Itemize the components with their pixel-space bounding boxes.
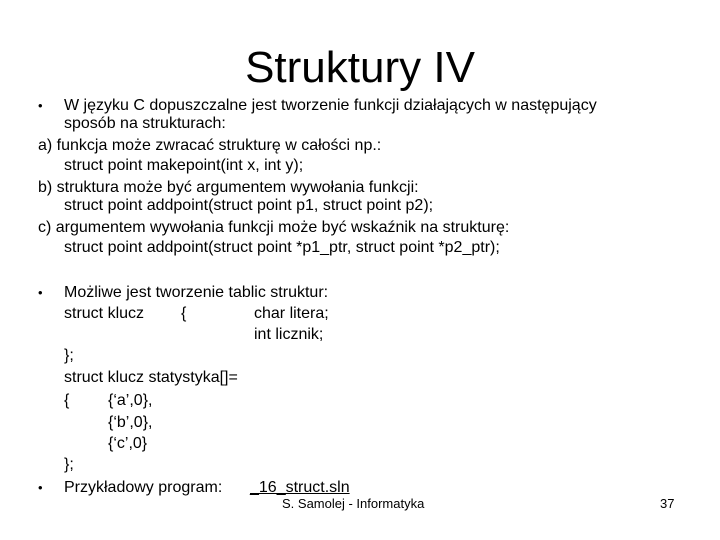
code-struct-keyword: struct klucz (64, 305, 145, 322)
page-number: 37 (660, 496, 675, 511)
intro-line-2: sposób na strukturach: (64, 115, 226, 132)
item-b: b) struktura może być argumentem wywołania funkcji: (38, 179, 419, 196)
code-field-2: int licznik; (254, 326, 324, 343)
code-struct-close: }; (64, 347, 74, 364)
code-init-1: {‘a’,0}, (108, 392, 153, 409)
code-init-2: {‘b’,0}, (108, 414, 153, 431)
code-brace-open: { (181, 305, 187, 322)
code-c: struct point addpoint(struct point *p1_ptr, struct point *p2_ptr); (64, 239, 500, 256)
intro-line-1: W języku C dopuszczalne jest tworzenie funkcji działających w następujący (64, 97, 597, 114)
code-field-1: char litera; (254, 305, 329, 322)
code-array-decl: struct klucz statystyka[]= (64, 369, 238, 386)
example-program-link[interactable]: _16_struct.sln (250, 479, 350, 496)
bullet-2: • (38, 285, 43, 300)
code-a: struct point makepoint(int x, int y); (64, 157, 304, 174)
example-program-label: Przykładowy program: (64, 479, 223, 496)
code-b: struct point addpoint(struct point p1, struct point p2); (64, 197, 434, 214)
code-init-open: { (64, 392, 70, 409)
code-init-close: }; (64, 456, 74, 473)
arrays-intro: Możliwe jest tworzenie tablic struktur: (64, 284, 329, 301)
bullet-1: • (38, 98, 43, 113)
item-a: a) funkcja może zwracać strukturę w całości np.: (38, 137, 382, 154)
bullet-3: • (38, 480, 43, 495)
code-init-3: {‘c’,0} (108, 435, 148, 452)
slide-title: Struktury IV (245, 43, 475, 92)
footer-author: S. Samolej - Informatyka (282, 496, 425, 511)
item-c: c) argumentem wywołania funkcji może być wskaźnik na strukturę: (38, 219, 510, 236)
